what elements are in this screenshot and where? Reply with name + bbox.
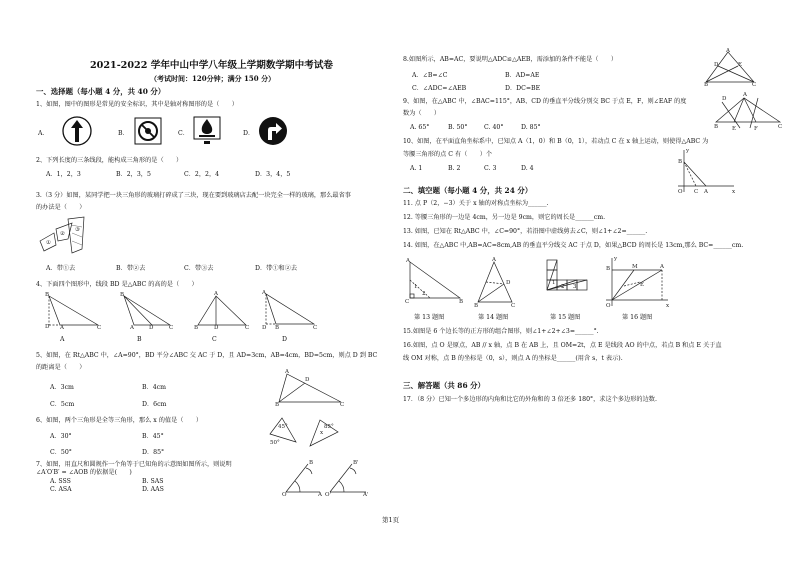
q9-option-a: A. 65° xyxy=(410,124,430,131)
q5-figure xyxy=(275,368,345,406)
q6-figure xyxy=(268,414,344,450)
q10-option-b: B. 2 xyxy=(448,165,461,172)
q7-option-d: D. AAS xyxy=(142,486,164,493)
q2-text: 2、下列长度的三条线段，能构成三角形的是（ ） xyxy=(36,157,183,164)
no-entry-icon xyxy=(134,117,162,145)
q10-option-c: C. 3 xyxy=(484,165,497,172)
q9-text-line2: 数为（ ） xyxy=(403,110,441,117)
q16-text-line2: 线 OM 对称，点 B 的坐标是（0，s），则点 A 的坐标是______(用含 s，t 表示). xyxy=(403,355,623,362)
q10-text-line2: 等腰三角形的点 C 有（ ）个 xyxy=(403,151,493,158)
q1-option-b: B． xyxy=(118,130,129,137)
q16-label-x: x xyxy=(666,303,670,309)
q5-label-a: A xyxy=(285,369,289,375)
q9-figure xyxy=(714,90,784,130)
q8-label-c: C xyxy=(752,82,757,88)
up-arrow-icon xyxy=(62,116,92,146)
q10-label-o: O xyxy=(678,189,683,195)
q8-label-e: E xyxy=(738,62,743,68)
q7-label-a2: A' xyxy=(363,492,369,498)
q16-label-m: M xyxy=(632,264,638,270)
q1-option-a: A． xyxy=(38,130,49,137)
q4d-label-d: D xyxy=(262,325,267,331)
q6-option-c: C．50° xyxy=(50,449,72,456)
q3-text-line2: 的办法是（ ） xyxy=(36,204,86,211)
q4b-label-b: B xyxy=(120,292,125,298)
page-number: 第1页 xyxy=(382,516,400,524)
q1-option-c: C． xyxy=(178,130,189,137)
q4-figure-label-c: C xyxy=(212,336,217,343)
q8-label-b: B xyxy=(704,82,709,88)
q2-option-d: D．3，4，5 xyxy=(255,171,291,178)
q8-option-c: C．∠ADC=∠AEB xyxy=(412,85,467,92)
q15-label-2: 2 xyxy=(561,284,565,290)
q10-label-y: y xyxy=(686,148,690,154)
q2-option-a: A．1，2，3 xyxy=(46,171,81,178)
q9-label-f: F xyxy=(754,126,758,132)
q7-label-o: O xyxy=(282,492,287,498)
q9-text-line1: 9、如图，在△ABC 中，∠BAC=115°，AB、CD 的垂直平分线分别交 BC 于点 E，F，则∠EAF 的度 xyxy=(403,98,687,105)
q3-label-1: ① xyxy=(46,240,51,246)
q4c-label-a: A xyxy=(214,291,218,297)
q9-label-c: C xyxy=(778,124,783,130)
q16-label-y: y xyxy=(614,256,618,262)
section-fill: 二、填空题（每小题 4 分，共 24 分） xyxy=(403,186,533,195)
q3-option-c: C．带③去 xyxy=(184,265,214,272)
q4-figure-c xyxy=(194,291,250,331)
q7-label-b2: B' xyxy=(353,460,359,466)
q3-option-a: A．带①去 xyxy=(46,265,76,272)
q13-text: 13. 如图，已知在 Rt△ABC 中，∠C=90°，若沿图中虚线剪去∠C，则∠1+∠2=______. xyxy=(403,228,648,235)
q5-option-d: D．6cm xyxy=(142,401,167,408)
q16-figure xyxy=(604,256,670,308)
q8-label-d: D xyxy=(714,62,719,68)
q7-label-o2: O' xyxy=(325,492,332,498)
q9-label-a: A xyxy=(743,92,747,98)
q15-label-3: 3 xyxy=(573,284,577,290)
q4c-label-c: C xyxy=(245,325,250,331)
q4a-label-c: C xyxy=(97,325,102,331)
q9-label-d: D xyxy=(722,96,727,102)
q4d-label-a: A xyxy=(262,290,266,296)
q6-label-x: x xyxy=(320,430,324,436)
q17-text: 17．（8 分）已知一个多边形的内角和比它的外角和的 3 倍还多 180°，求这个多边形的边数. xyxy=(403,396,657,403)
q4b-label-a: A xyxy=(130,325,134,331)
q4-figure-d xyxy=(258,290,318,330)
q5-text-line2: 的距离是（ ） xyxy=(36,364,86,371)
q4a-label-a: A xyxy=(60,325,64,331)
q7-text-line1: 7、如图，用直尺和圆规作一个角等于已知角的示意图如图所示，则说明 xyxy=(36,461,232,468)
q9-label-e: E xyxy=(732,126,737,132)
q10-figure xyxy=(676,148,736,194)
q10-text-line1: 10、如图，在平面直角坐标系中，已知点 A（1，0）和 B（0，1），若动点 C 在 x 轴上运动，则使得△ABC 为 xyxy=(403,138,709,145)
q6-label-85: 85° xyxy=(324,424,334,430)
q9-label-b: B xyxy=(714,124,719,130)
paper-subtitle: （考试时间：120分钟；满分 150 分） xyxy=(150,74,276,83)
q8-option-a: A．∠B=∠C xyxy=(412,72,448,79)
q4c-label-d: D xyxy=(214,325,219,331)
q10-option-d: D. 4 xyxy=(521,165,534,172)
q4b-label-d: D xyxy=(149,325,154,331)
q4-figure-label-d: D xyxy=(282,336,287,343)
q4-figure-a xyxy=(44,292,102,331)
q16-label-b: B xyxy=(606,266,611,272)
q16-label-e: E xyxy=(640,282,645,288)
q7-label-b: B xyxy=(309,460,314,466)
q4-figure-label-b: B xyxy=(137,336,142,343)
q6-option-a: A．30° xyxy=(50,433,72,440)
q4a-label-b: B xyxy=(45,292,50,298)
q5-option-a: A．3cm xyxy=(50,384,74,391)
q6-option-b: B．45° xyxy=(142,433,164,440)
q3-label-3: ③ xyxy=(75,227,80,233)
q6-label-50: 50° xyxy=(270,440,280,446)
q4d-label-c: C xyxy=(313,325,318,331)
q5-label-b: B xyxy=(275,402,280,408)
q14-label-c: C xyxy=(511,303,516,309)
q13-label-c: C xyxy=(405,299,410,305)
q13-label-2: 2 xyxy=(422,291,426,297)
section-answer: 三、解答题（共 86 分） xyxy=(403,381,485,390)
turn-right-icon xyxy=(258,116,288,146)
q13-label-a: A xyxy=(406,258,410,264)
q7-text-line2: ∠A′O′B′ = ∠AOB 的依据是( ) xyxy=(36,469,132,476)
q11-text: 11. 点 P（2，−3）关于 x 轴的对称点坐标为______. xyxy=(403,200,549,207)
q3-text-line1: 3.（3 分）如图，某同学把一块三角形的玻璃打碎成了三块，现在要到玻璃店去配一块完全一样的玻璃，那么最省事 xyxy=(36,192,351,199)
q16-label-o: O xyxy=(606,303,611,309)
q16-text-line1: 16.如图，点 O 是原点，AB // x 轴，点 B 在 AB 上，且 OM=2t，点 E 是线段 AO 的中点，若点 B 和点 E 关于直 xyxy=(403,342,722,349)
q1-option-d: D． xyxy=(243,130,255,137)
q3-option-d: D．带①和②去 xyxy=(255,265,298,272)
q4d-label-b: B xyxy=(275,325,280,331)
q7-option-c: C. ASA xyxy=(50,486,72,493)
q5-label-c: C xyxy=(340,402,345,408)
q7-compass-figure xyxy=(282,460,372,496)
q8-option-b: B．AD=AE xyxy=(505,72,540,79)
q7-option-b: B. SAS xyxy=(142,478,164,485)
q16-label-a: A xyxy=(660,264,664,270)
q10-label-x: x xyxy=(732,189,736,195)
q8-option-d: D．DC=BE xyxy=(505,85,541,92)
q1-text: 1、如图，图中的图形是常见的安全标识，其中是轴对称图形的是（ ） xyxy=(36,101,238,108)
q4-text: 4、下面四个图形中，线段 BD 是△ABC 的高的是（ ） xyxy=(36,281,198,288)
q15-figure xyxy=(545,258,591,308)
q4-figure-label-a: A xyxy=(60,336,65,343)
section-choice: 一、选择题（每小题 4 分，共 40 分） xyxy=(36,87,166,96)
q15-text: 15.如图是 6 个边长等的正方形的组合图形，则∠1+∠2+∠3=______°. xyxy=(403,328,599,335)
q3-broken-glass-figure xyxy=(38,215,88,257)
q15-label-1: 1 xyxy=(552,280,556,286)
q6-option-d: D．85° xyxy=(142,449,165,456)
q2-option-c: C．2，2，4 xyxy=(184,171,220,178)
q4-figure-b xyxy=(118,292,174,331)
q8-text: 8.如图所示，AB=AC，要说明△ADC≌△AEB，需添加的条件不能是（ ） xyxy=(403,56,618,63)
q14-label-d: D xyxy=(506,280,511,286)
q10-option-a: A. 1 xyxy=(410,165,423,172)
fig15-caption: 第 15 题图 xyxy=(550,314,581,321)
q5-text-line1: 5、如图，在 Rt△ABC 中，∠A=90°，BD 平分∠ABC 交 AC 于 D，且 AD=3cm，AB=4cm，BD=5cm，则点 D 到 BC xyxy=(36,352,378,359)
q8-figure xyxy=(704,50,756,86)
fig16-caption: 第 16 题图 xyxy=(622,314,653,321)
fire-hazard-icon xyxy=(193,116,221,146)
fig13-caption: 第 13 题图 xyxy=(414,314,445,321)
q4a-label-d: D xyxy=(45,324,50,330)
q13-label-1: 1 xyxy=(414,284,418,290)
q8-label-a: A xyxy=(726,48,730,54)
q7-label-a: A xyxy=(318,492,322,498)
q10-label-b: B xyxy=(678,159,683,165)
q13-label-b: B xyxy=(459,299,464,305)
q13-figure xyxy=(404,258,464,304)
q10-label-c: C xyxy=(694,189,699,195)
q14-label-a: A xyxy=(492,257,496,263)
q14-text: 14. 如图，在△ABC 中,AB=AC=8cm,AB 的垂直平分线交 AC 于点 D，如果△BCD 的周长是 13cm,那么 BC=______cm. xyxy=(403,242,744,249)
q6-text: 6、如图，两个三角形是全等三角形，那么 x 的值是（ ） xyxy=(36,417,203,424)
q2-option-b: B．2，3，5 xyxy=(116,171,151,178)
q6-label-45a: 45° xyxy=(278,424,288,430)
q3-option-b: B．带②去 xyxy=(116,265,146,272)
q14-label-b: B xyxy=(474,303,479,309)
q4b-label-c: C xyxy=(169,325,174,331)
q12-text: 12. 等腰三角形的一边是 4cm，另一边是 9cm，则它的周长是______cm. xyxy=(403,214,606,221)
q9-option-b: B. 50° xyxy=(448,124,468,131)
paper-title: 2021-2022 学年中山中学八年级上学期数学期中考试卷 xyxy=(90,60,334,71)
q14-figure xyxy=(474,258,520,308)
q4c-label-b: B xyxy=(194,325,199,331)
q3-label-2: ② xyxy=(60,231,65,237)
q5-option-c: C．5cm xyxy=(50,401,75,408)
fig14-caption: 第 14 题图 xyxy=(478,314,509,321)
q7-option-a: A. SSS xyxy=(50,478,71,485)
q9-option-c: C. 40° xyxy=(484,124,504,131)
q9-option-d: D. 85° xyxy=(521,124,541,131)
q5-option-b: B．4cm xyxy=(142,384,167,391)
q5-label-d: D xyxy=(305,377,310,383)
q10-label-a: A xyxy=(704,189,708,195)
